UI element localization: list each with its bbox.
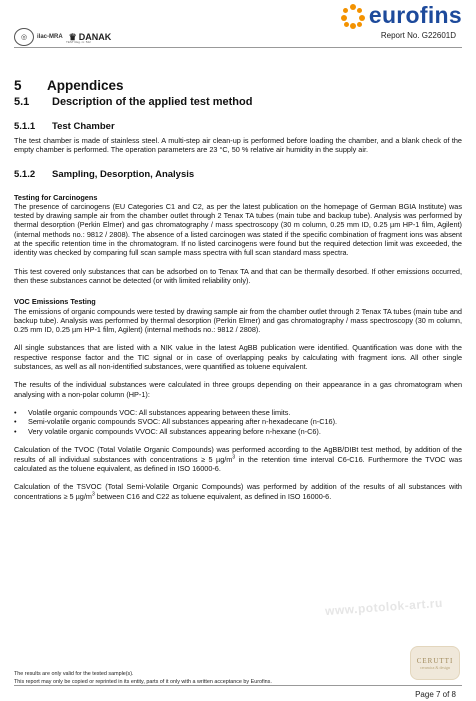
carcinogens-paragraph: The presence of carcinogens (EU Categories C1 and C2, as per the latest publication on the homepage of German BGIA Institute) was tested by drawing sample air from the chamber outlet through 2 Tenax TA tubes (main tube and backup tube). Analysis was performed by thermal desorption (Perkin Elmer) and gas chromatography / mass spectroscopy (30 m column, 0.25 mm ID, 0.25 µm HP-1 film, Agilent) (internal methods no.: 9812 / 2808). The absence of a listed carcinogen was stated if the specific combination of fragment ions was absent at the specific retention time in the chromatogram. If no listed carcinogens were found but the required detection limit was exceeded, the identity was checked by comparing full scan sample mass spectra with full scan standard mass spectra.	[14, 201, 462, 258]
test-chamber-number: 5.1.1	[14, 121, 36, 132]
voc-identification-paragraph: All single substances that are listed with a NIK value in the latest AgBB publication were identified. Quantification was done with the respective response factor and the TIC signal or in case of overlapping peaks by calculating with fragment ions. All other single substances, as well as all non-identified substances, were quantified as toluene equivalent.	[14, 343, 462, 372]
list-item	[14, 427, 462, 437]
tsvoc-text-b: between C16 and C22 as toluene equivalent, as defined in ISO 16000-6.	[94, 491, 332, 501]
seal-name: CERUTTI	[416, 656, 454, 665]
danak-registration: TEST Reg. nr. 522	[66, 40, 91, 44]
brand-name: eurofins	[368, 2, 462, 28]
subsection-heading	[14, 96, 462, 108]
footer-validity-note: The results are only valid for the tested sample(s).	[14, 671, 134, 677]
accreditation-logos	[14, 28, 111, 46]
ilac-text: ilac-MRA	[37, 34, 63, 40]
carcinogens-heading: Testing for Carcinogens	[14, 192, 98, 202]
header-divider	[14, 47, 462, 48]
list-item-text: Very volatile organic compounds VVOC: All substances appearing before n-hexane (n-C6).	[28, 426, 321, 436]
sampling-number: 5.1.2	[14, 168, 36, 180]
voc-paragraph: The emissions of organic compounds were tested by drawing sample air from the chamber outlet through 2 Tenax TA tubes (main tube and backup tube). Analysis was performed by thermal desorption (Perkin Elmer) and gas chromatography / mass spectroscopy (30 m column, 0.25 mm ID, 0.25 µm HP-1 film, Agilent) (internal methods no.: 9812 / 2808).	[14, 306, 462, 335]
page-number: Page 7 of 8	[415, 690, 456, 699]
report-number: Report No. G22601D	[380, 31, 456, 40]
footer-divider	[14, 685, 462, 686]
section-heading	[14, 78, 462, 93]
tvoc-paragraph	[14, 445, 462, 473]
tvoc-text-b: in the retention time interval C6-C16. Furthermore the TVOC was calculated as the toluene equivalent, as defined in ISO 16000-6.	[14, 454, 462, 474]
list-item	[14, 408, 462, 418]
subsection-title: Description of the applied test method	[52, 96, 253, 108]
tsvoc-superscript: 3	[91, 491, 95, 498]
voc-heading: VOC Emissions Testing	[14, 297, 96, 307]
bullet-icon: •	[14, 417, 17, 427]
list-item-text: Semi-volatile organic compounds SVOC: All substances appearing after n-hexadecane (n-C16).	[28, 417, 338, 427]
test-chamber-title: Test Chamber	[52, 121, 115, 132]
document-body	[14, 78, 462, 501]
section-title: Appendices	[47, 78, 124, 93]
eurofins-logo	[341, 2, 462, 29]
test-chamber-heading	[14, 121, 462, 132]
voc-groups-list	[14, 408, 462, 437]
carcinogens-limitation-paragraph: This test covered only substances that can be adsorbed on to Tenax TA and that can be thermally desorbed. If other emissions occurred, then these substances cannot be detected (or with limited reliability only).	[14, 266, 462, 285]
list-item	[14, 417, 462, 427]
footer-copy-note: This report may only be copied or reprinted in its entity, parts of it only with a written acceptance by Eurofins.	[14, 679, 272, 685]
subsection-number: 5.1	[14, 96, 30, 108]
bullet-icon: •	[14, 426, 17, 436]
cerutti-seal	[410, 646, 460, 680]
sampling-title: Sampling, Desorption, Analysis	[52, 168, 195, 180]
section-number: 5	[14, 78, 22, 93]
list-item-text: Volatile organic compounds VOC: All substances appearing between these limits.	[28, 407, 291, 417]
danak-text: DANAK	[78, 32, 112, 42]
watermark: www.potolok-art.ru	[324, 595, 444, 619]
tvoc-text-a: Calculation of the TVOC (Total Volatile Organic Compounds) was performed according to the AgBB/DIBt test method, by addition of the results of all individual substances with concentrations ≥ 5 µg/m	[14, 445, 462, 464]
eurofins-dots-icon	[341, 4, 365, 28]
crown-icon: ♛	[68, 31, 77, 42]
tsvoc-text-a: Calculation of the TSVOC (Total Semi-Volatile Organic Compounds) was performed by addition of the results of all substances with concentrations ≥ 5 µg/m	[14, 482, 462, 501]
test-chamber-paragraph: The test chamber is made of stainless steel. A multi-step air clean-up is performed before loading the chamber, and a blank check of the empty chamber is performed. The operation parameters are 23 °C, 50 % relative air humidity in the supply air.	[14, 136, 462, 155]
bullet-icon: •	[14, 407, 17, 417]
tvoc-superscript: 3	[232, 454, 236, 461]
tsvoc-paragraph	[14, 482, 462, 501]
sampling-heading	[14, 169, 462, 180]
voc-groups-paragraph: The results of the individual substances were calculated in three groups depending on their appearance in a gas chromatogram when analysing with a non-polar column (HP-1):	[14, 380, 462, 399]
seal-subtitle: ceramica & design	[420, 664, 450, 670]
ilac-logo: ◎	[14, 28, 34, 46]
